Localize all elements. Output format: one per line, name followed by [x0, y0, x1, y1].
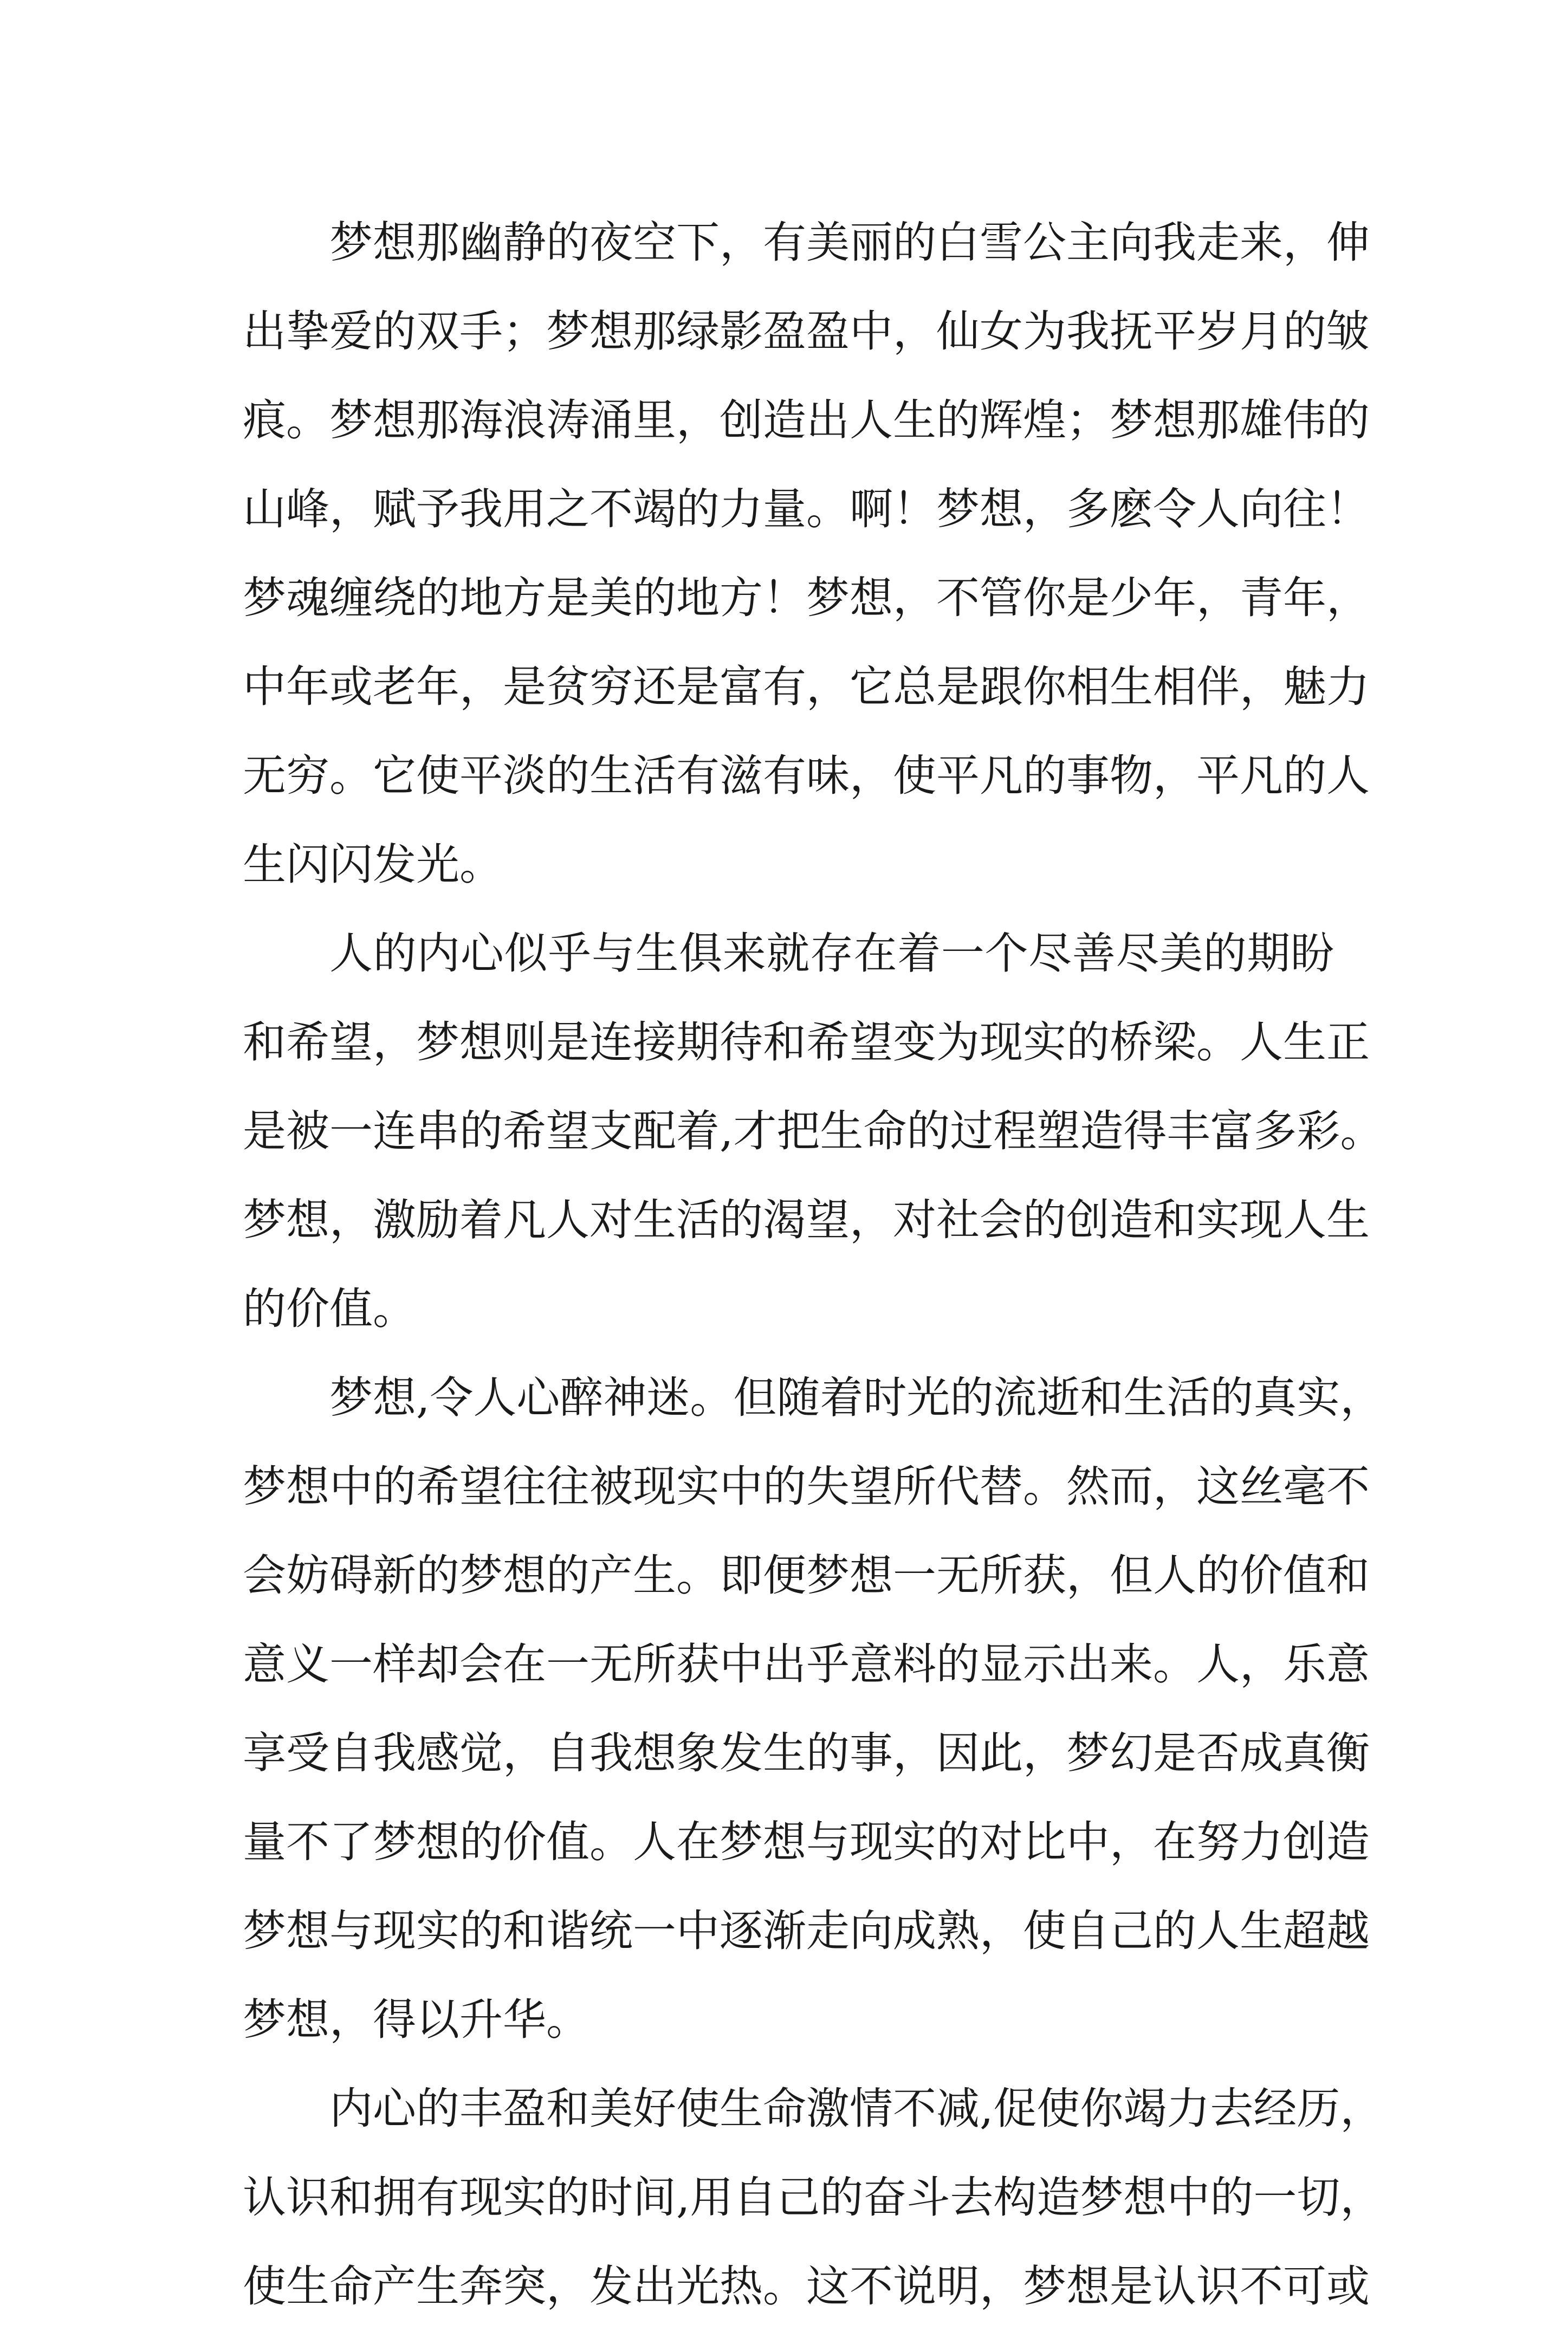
text-line: 量不了梦想的价值。人在梦想与现实的对比中，在努力创造: [243, 1817, 1370, 1867]
essay-body: [243, 198, 1384, 2331]
text-line: 认识和拥有现实的时间,用自己的奋斗去构造梦想中的一切，: [243, 2172, 1384, 2223]
text-line: 梦想中的希望往往被现实中的失望所代替。然而，这丝毫不: [243, 1461, 1370, 1512]
text-line: 梦魂缠绕的地方是美的地方！梦想，不管你是少年，青年，: [243, 573, 1370, 623]
text-line: 内心的丰盈和美好使生命激情不减,促使你竭力去经历，: [329, 2083, 1384, 2134]
text-line: 人的内心似乎与生俱来就存在着一个尽善尽美的期盼: [329, 928, 1334, 979]
text-line: 使生命产生奔突，发出光热。这不说明，梦想是认识不可或: [243, 2261, 1370, 2311]
text-line: 的价值。: [243, 1284, 416, 1334]
text-line: 和希望，梦想则是连接期待和希望变为现实的桥梁。人生正: [243, 1017, 1370, 1067]
text-line: 痕。梦想那海浪涛涌里，创造出人生的辉煌；梦想那雄伟的: [243, 395, 1370, 445]
text-line: 梦想,令人心醉神迷。但随着时光的流逝和生活的真实，: [329, 1372, 1384, 1423]
text-line: 中年或老年，是贫穷还是富有，它总是跟你相生相伴，魅力: [243, 662, 1370, 712]
text-line: 梦想，得以升华。: [243, 1995, 589, 2045]
text-line: 意义一样却会在一无所获中出乎意料的显示出来。人，乐意: [243, 1639, 1370, 1689]
text-line: 生闪闪发光。: [243, 839, 503, 890]
text-line: 会妨碍新的梦想的产生。即便梦想一无所获，但人的价值和: [243, 1550, 1370, 1601]
text-line: 是被一连串的希望支配着,才把生命的过程塑造得丰富多彩。: [243, 1106, 1384, 1156]
text-line: 出挚爱的双手；梦想那绿影盈盈中，仙女为我抚平岁月的皱: [243, 306, 1370, 357]
text-line: 山峰，赋予我用之不竭的力量。啊！梦想，多麽令人向往！: [243, 484, 1370, 534]
text-line: 梦想与现实的和谐统一中逐渐走向成熟，使自己的人生超越: [243, 1906, 1370, 1956]
text-line: 无穷。它使平淡的生活有滋有味，使平凡的事物，平凡的人: [243, 750, 1370, 801]
text-line: 梦想，激励着凡人对生活的渴望，对社会的创造和实现人生: [243, 1195, 1370, 1245]
text-line: 梦想那幽静的夜空下，有美丽的白雪公主向我走来，伸: [329, 217, 1370, 268]
text-line: 享受自我感觉，自我想象发生的事，因此，梦幻是否成真衡: [243, 1728, 1370, 1778]
